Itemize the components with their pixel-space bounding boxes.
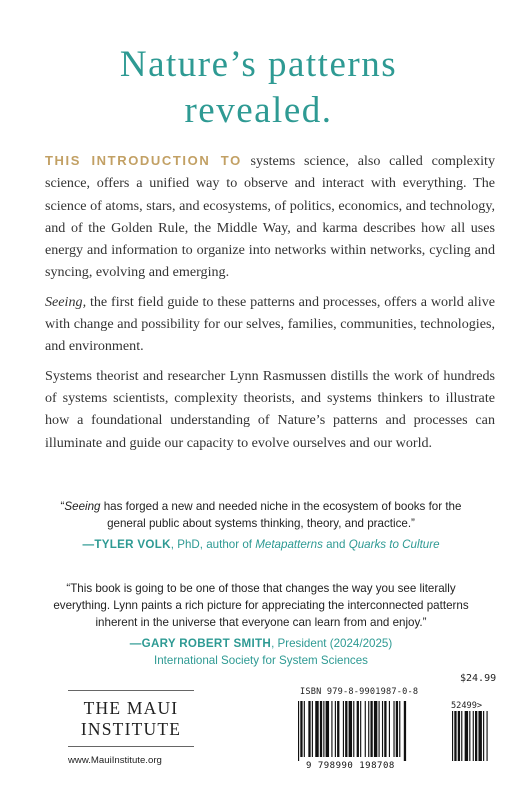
barcode-bar (379, 701, 380, 757)
endorsement-2-text: “This book is going to be one of those that changes the way you see literally everything. Lynn paints a rich picture for appreciating the interconnected patterns inherent in the universe that everyone can learn from and enjoy.” (53, 582, 469, 629)
barcode-bar (353, 701, 354, 757)
barcode-addon-bar (469, 711, 470, 761)
barcode-addon-bar (458, 711, 460, 761)
description-paragraph-1 (45, 150, 495, 284)
barcode-bar (320, 701, 322, 757)
barcode-number: 9 798990 198708 (306, 761, 395, 771)
lead-caps: THIS INTRODUCTION TO (45, 153, 242, 168)
barcode-addon-bar (454, 711, 456, 761)
headline-line-1: Nature’s patterns (119, 44, 398, 85)
barcode-graphic (296, 701, 506, 763)
barcode-bar (365, 701, 366, 757)
barcode-bar (308, 701, 310, 757)
barcode-addon-bar (487, 711, 488, 761)
book-title: Seeing, (45, 293, 87, 310)
barcode-bar (349, 701, 352, 757)
barcode-addon-bar (473, 711, 474, 761)
publisher-logo-line-2: INSTITUTE (80, 719, 182, 739)
barcode-addon-bar (483, 711, 484, 761)
barcode-bar (370, 701, 372, 757)
barcode-bar (304, 701, 305, 757)
paragraph-2-text: the first field guide to these patterns and processes, offers a world alive with change and possibility for our selves, families, communities, technologies, and environment. (45, 293, 495, 355)
barcode-bar (360, 701, 361, 757)
barcode-bar (389, 701, 390, 757)
barcode-bar (335, 701, 336, 757)
isbn-label: ISBN 979-8-9901987-0-8 (300, 687, 419, 697)
description-paragraph-2 (45, 291, 495, 358)
barcode-bar (382, 701, 383, 757)
description (45, 150, 495, 461)
barcode-bar (298, 701, 299, 761)
open-quote: “ (60, 500, 65, 513)
barcode-bar (368, 701, 369, 757)
barcode-bar (331, 701, 332, 757)
endorsement-1-body: has forged a new and needed niche in the ecosystem of books for the general public about systems thinking, theory, and practice.” (100, 500, 462, 530)
endorsement-2 (45, 580, 477, 669)
price-label: $24.99 (460, 673, 497, 684)
barcode-bar (345, 701, 347, 757)
barcode-bar (312, 701, 313, 757)
barcode-bar (315, 701, 318, 757)
barcode-addon-bar (452, 711, 453, 761)
headline-line-2: revealed. (184, 90, 333, 131)
barcode-bar (326, 701, 329, 757)
endorser-book-1: Metapatterns (255, 538, 323, 551)
price-addon-code: 52499> (451, 701, 483, 711)
endorsement-1-attribution (45, 536, 477, 553)
barcode-bar (404, 701, 406, 761)
barcode-bar (357, 701, 359, 757)
endorsement-2-attribution (45, 635, 477, 669)
endorsement-1-text (45, 498, 477, 532)
barcode-bar (323, 701, 324, 757)
publisher-logo-line-1: THE MAUI (83, 698, 179, 718)
endorser-2-role: , President (2024/2025) (271, 637, 393, 650)
publisher-logo (68, 690, 194, 747)
barcode-bar (337, 701, 339, 757)
isbn-barcode (296, 701, 506, 768)
publisher-website: www.MauiInstitute.org (68, 755, 162, 766)
barcode-addon-bar (465, 711, 468, 761)
barcode-addon-bar (478, 711, 481, 761)
barcode-addon-bar (461, 711, 462, 761)
headline (0, 42, 517, 134)
barcode-bar (396, 701, 398, 757)
endorser-credentials: , PhD, author of (170, 538, 256, 551)
endorsement-1-book-title: Seeing (64, 500, 101, 513)
description-paragraph-3: Systems theorist and researcher Lynn Rasmussen distills the work of hundreds of systems scientists, complexity theorists, and systems thinkers to illustrate how a foundational understanding of Nature’s patterns and processes can illuminate and guide our capacity to evolve ourselves and our world. (45, 367, 495, 451)
barcode-bar (399, 701, 400, 757)
endorsement-1 (45, 498, 477, 553)
barcode-bar (384, 701, 386, 757)
barcode-bar (343, 701, 344, 757)
barcode-bar (393, 701, 394, 757)
barcode-bar (374, 701, 377, 757)
endorser-book-2: Quarks to Culture (348, 538, 440, 551)
endorser-and: and (322, 538, 349, 551)
barcode-addon-bar (475, 711, 477, 761)
paragraph-1-text: systems science, also called complexity science, offers a unified way to observe and interact with everything. The science of atoms, stars, and ecosystems, of politics, economics, and technology, and of the Golden Rule, the Middle Way, and karma describes how all uses energy and information to organize into networks within networks, cycling and syncing, evolving and emerging. (45, 153, 495, 281)
endorser-2-organization: International Society for System Sciences (154, 654, 368, 667)
endorser-2-name: —GARY ROBERT SMITH (129, 637, 272, 650)
barcode-bar (300, 701, 302, 757)
endorser-name: —TYLER VOLK (82, 538, 171, 551)
